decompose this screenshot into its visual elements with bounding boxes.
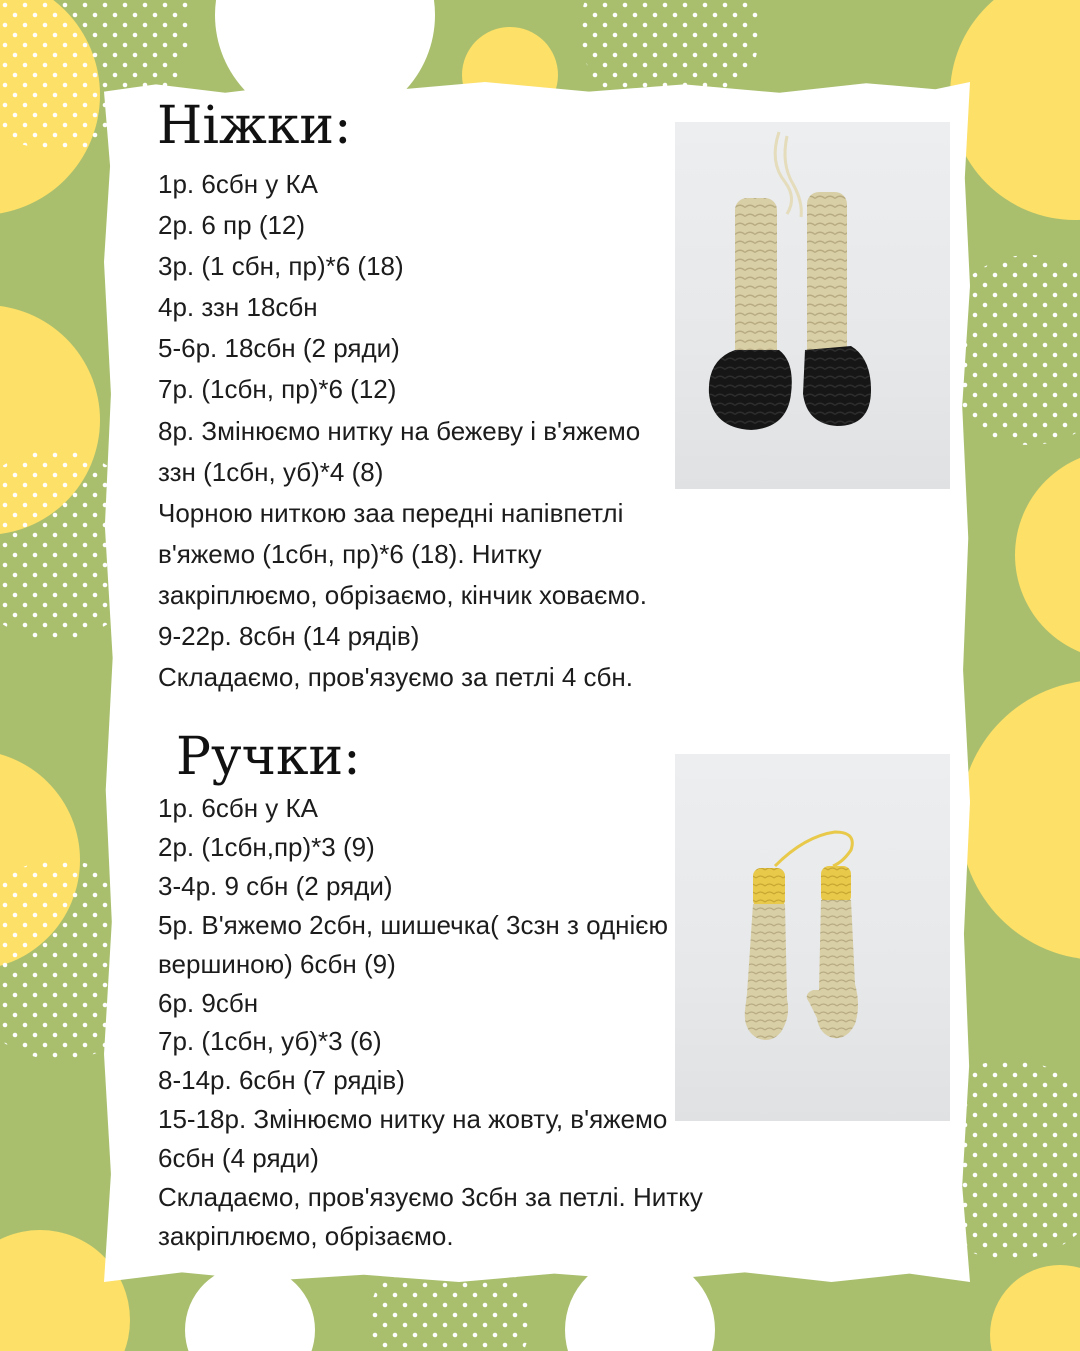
legs-photo [675,122,950,489]
legs-line-9: Чорною ниткою заа передні напівпетлі [158,497,624,528]
arms-line-10: 6сбн (4 ряди) [158,1143,319,1174]
yellow-circle-right-lower [960,680,1080,960]
left-boot [709,350,792,430]
yellow-circle-right-mid [1015,450,1080,660]
arms-line-9: 15-18р. Змінюємо нитку на жовту, в'яжемо [158,1104,668,1135]
arms-line-12: закріплюємо, обрізаємо. [158,1220,454,1251]
arms-line-1: 1р. 6сбн у КА [158,793,319,823]
arms-line-7: 7р. (1сбн, уб)*3 (6) [158,1026,382,1057]
legs-line-3: 3р. (1 сбн, пр)*6 (18) [158,251,404,282]
left-arm-top [753,868,785,908]
legs-instructions [158,164,647,698]
legs-line-7: 8р. Змінюємо нитку на бежеву і в'яжемо [158,415,641,446]
arms-line-8: 8-14р. 6сбн (7 рядів) [158,1065,405,1096]
legs-line-6: 7р. (1сбн, пр)*6 (12) [158,374,397,405]
legs-line-10: в'яжемо (1сбн, пр)*6 (18). Нитку [158,538,542,569]
crochet-legs-illustration [675,122,950,489]
legs-line-11: закріплюємо, обрізаємо, кінчик ховаємо. [158,579,647,610]
legs-line-4: 4р. ззн 18сбн [158,292,318,323]
legs-title: Ніжки: [157,96,352,156]
yarn-tail [775,132,801,217]
yellow-circle-top-right [950,0,1080,220]
legs-line-2: 2р. 6 пр (12) [158,210,306,241]
crochet-arms-illustration [675,754,950,1121]
arms-line-5: вершиною) 6сбн (9) [158,948,396,979]
legs-line-8: ззн (1сбн, уб)*4 (8) [158,456,384,487]
arms-line-6: 6р. 9сбн [158,987,259,1018]
legs-line-12: 9-22р. 8сбн (14 рядів) [158,621,420,652]
left-arm [745,904,788,1040]
right-arm-top [821,866,851,904]
legs-line-5: 5-6р. 18сбн (2 ряди) [158,333,400,364]
yellow-circle-bottom-right [990,1265,1080,1351]
arms-line-2: 2р. (1сбн,пр)*3 (9) [158,831,375,862]
arm-yarn-tail [775,832,852,866]
legs-line-13: Складаємо, пров'язуємо за петлі 4 сбн. [158,662,634,693]
right-boot [803,346,871,426]
arms-line-4: 5р. В'яжемо 2сбн, шишечка( 3сзн з однією [158,909,669,940]
arms-instructions [158,789,703,1256]
arms-line-11: Складаємо, пров'язуємо 3сбн за петлі. Нитку [158,1182,703,1213]
legs-line-1: 1р. 6сбн у КА [158,169,319,199]
arms-photo [675,754,950,1121]
arms-line-3: 3-4р. 9 сбн (2 ряди) [158,870,393,901]
arms-title: Ручки: [176,727,361,787]
right-arm [807,900,858,1038]
